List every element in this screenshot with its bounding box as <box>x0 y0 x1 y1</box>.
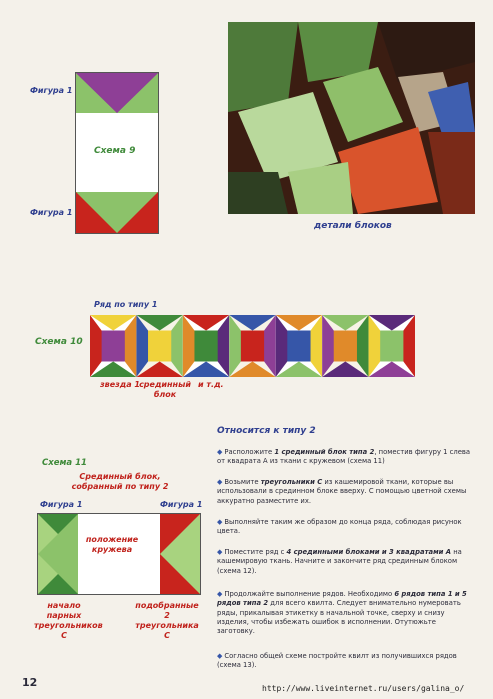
strip-center-square <box>287 331 310 362</box>
page-number: 12 <box>22 676 38 689</box>
scheme10-label: Схема 10 <box>35 337 83 347</box>
strip-center-square <box>102 331 125 362</box>
scheme11-start-label: начало парных треугольников С <box>34 601 103 640</box>
photo-caption: детали блоков <box>314 221 392 231</box>
quilt-detail-photo <box>228 22 475 214</box>
scheme11-title: Срединный блок, собранный по типу 2 <box>71 472 169 491</box>
paragraph-6: ◆ Согласно общей схеме постройте квилт из получившихся рядов (схема 13). <box>217 652 457 670</box>
paragraph-4: ◆ Поместите ряд с 4 срединными блоками и 3 квадратами А на кашемировую ткань. Начните и закончите ряд срединным блоком (схема 12). <box>217 548 462 575</box>
section-title: Относится к типу 2 <box>217 426 316 436</box>
strip-center-square <box>241 331 264 362</box>
watermark: http://www.liveinternet.ru/users/galina_o/ <box>262 684 465 693</box>
strip-center-square <box>380 331 403 362</box>
scheme10-row-strip <box>90 315 415 377</box>
scheme10-middle-block-label: срединный блок <box>139 380 191 399</box>
scheme11-lace-position: положение кружева <box>85 535 139 554</box>
paragraph-3: ◆ Выполняйте таким же образом до конца ряда, соблюдая рисунок цвета. <box>217 518 462 536</box>
paragraph-5: ◆ Продолжайте выполнение рядов. Необходимо 6 рядов типа 1 и 5 рядов типа 2 для всего квилта. Следует внимательно нумеровать ряды, прикалывая этикетку в начальной точке, сверху и снизу изделия, чтобы избежать ошибок в исполнении. Отутюжьте заготовку. <box>217 590 467 636</box>
strip-center-square <box>334 331 357 362</box>
strip-center-square <box>148 331 171 362</box>
scheme9-figure-bottom-label: Фигура 1 <box>30 208 73 217</box>
scheme9-label: Схема 9 <box>94 146 136 156</box>
scheme11-label: Схема 11 <box>42 458 87 468</box>
scheme10-star-label: звезда 1 <box>100 380 140 389</box>
scheme9-figure-top-label: Фигура 1 <box>30 86 73 95</box>
scheme11-matched-label: подобранные 2 треугольника С <box>135 601 199 640</box>
scheme10-row-title: Ряд по типу 1 <box>94 300 158 309</box>
scheme11-figure-left-label: Фигура 1 <box>40 500 83 509</box>
scheme11-figure-right-label: Фигура 1 <box>160 500 203 509</box>
scheme10-etc-label: и т.д. <box>198 380 224 389</box>
paragraph-2: ◆ Возьмите треугольники С из кашемировой ткани, которые вы использовали в срединном блоке вверху. С помощью цветной схемы аккуратно разместите их. <box>217 478 467 505</box>
strip-center-square <box>194 331 217 362</box>
paragraph-1: ◆ Расположите 1 срединный блок типа 2, поместив фигуру 1 слева от квадрата А из ткани с кружевом (схема 11) <box>217 448 471 466</box>
